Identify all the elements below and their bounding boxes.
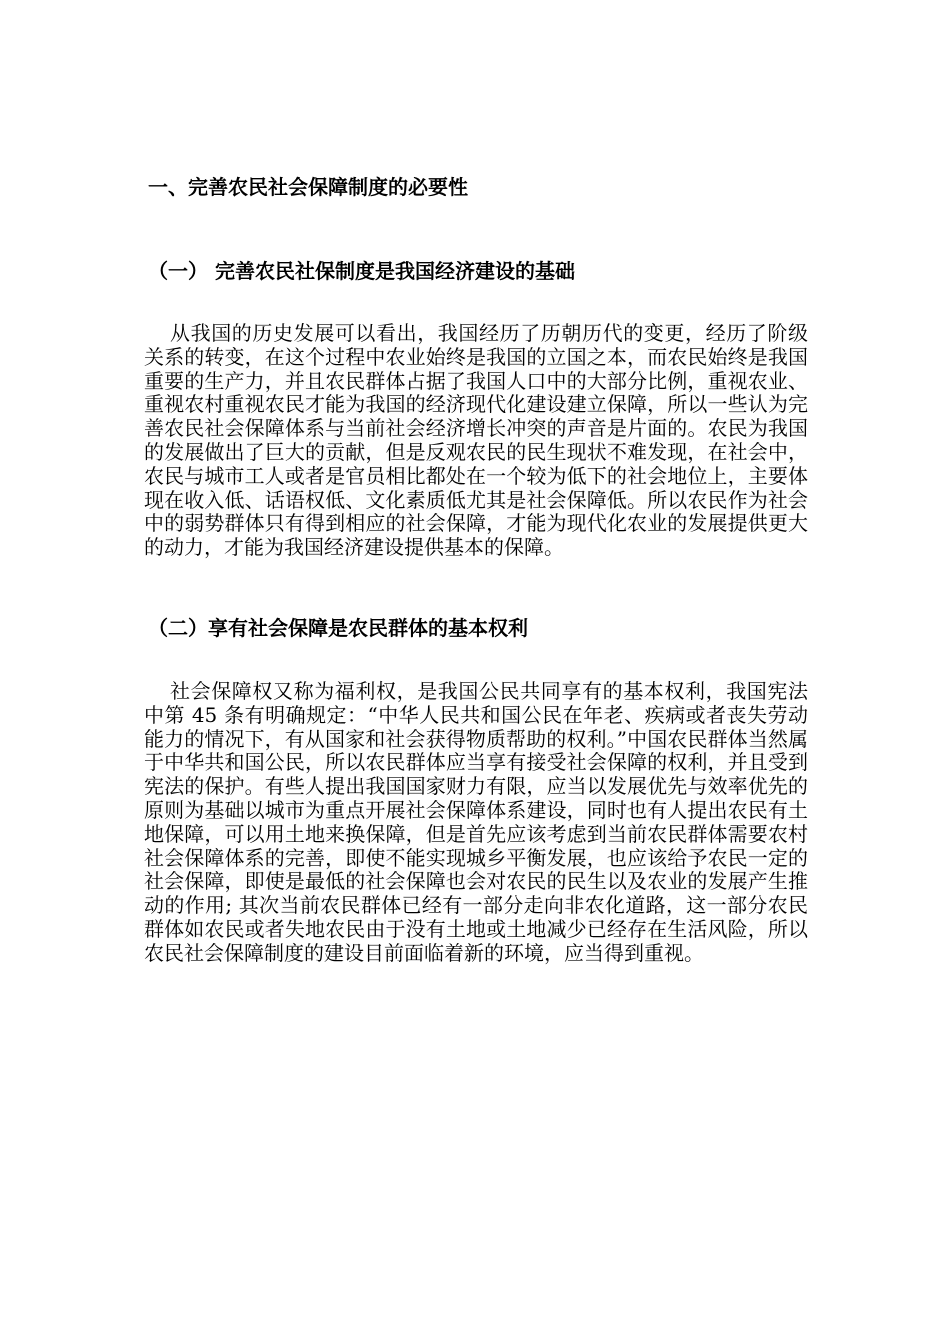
section-title: 一、完善农民社会保障制度的必要性: [148, 175, 468, 199]
subsection-paragraph-2: 社会保障权又称为福利权，是我国公民共同享有的基本权利，我国宪法中第 45 条有明确规定：“中华人民共和国公民在年老、疾病或者丧失劳动能力的情况下，有从国家和社会获得物质帮助的权利。”中国农民群体当然属于中华共和国公民，所以农民群体应当享有接受社会保障的权利，并且受到宪法的保护。有些人提出我国国家财力有限，应当以发展优先与效率优先的原则为基础以城市为重点开展社会保障体系建设，同时也有人提出农民有土地保障，可以用土地来换保障，但是首先应该考虑到当前农民群体需要农村社会保障体系的完善，即使不能实现城乡平衡发展，也应该给予农民一定的社会保障，即使是最低的社会保障也会对农民的民生以及农业的发展产生推动的作用; 其次当前农民群体已经有一部分走向非农化道路，这一部分农民群体如农民或者失地农民由于没有土地或土地减少已经存在生活风险，所以农民社会保障制度的建设目前面临着新的环境，应当得到重视。: [144, 679, 808, 965]
subsection-heading-1: （一） 完善农民社保制度是我国经济建设的基础: [148, 259, 575, 283]
subsection-paragraph-1: 从我国的历史发展可以看出，我国经历了历朝历代的变更，经历了阶级关系的转变，在这个过程中农业始终是我国的立国之本，而农民始终是我国重要的生产力，并且农民群体占据了我国人口中的大部分比例，重视农业、重视农村重视农民才能为我国的经济现代化建设建立保障，所以一些认为完善农民社会保障体系与当前社会经济增长冲突的声音是片面的。农民为我国的发展做出了巨大的贡献，但是反观农民的民生现状不难发现，在社会中，农民与城市工人或者是官员相比都处在一个较为低下的社会地位上，主要体现在收入低、话语权低、文化素质低尤其是社会保障低。所以农民作为社会中的弱势群体只有得到相应的社会保障，才能为现代化农业的发展提供更大的动力，才能为我国经济建设提供基本的保障。: [144, 321, 808, 560]
subsection-heading-2: （二）享有社会保障是农民群体的基本权利: [148, 616, 528, 640]
